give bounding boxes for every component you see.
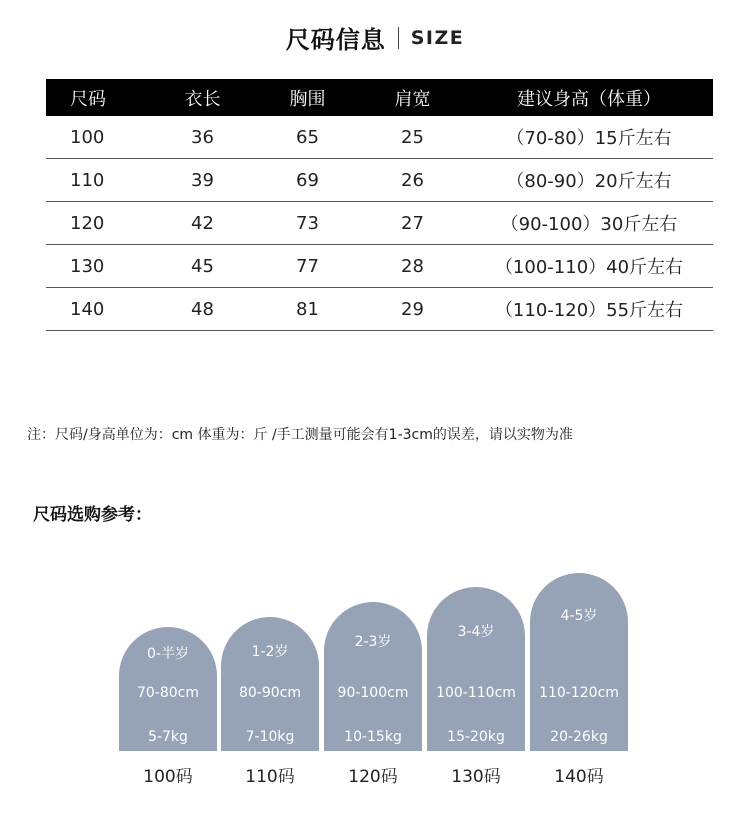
cell-recommended: （80-90）20斤左右 <box>465 159 713 202</box>
cell-shoulder: 28 <box>360 245 465 288</box>
cell-size: 100 <box>46 116 150 159</box>
cell-size: 110 <box>46 159 150 202</box>
header-shoulder: 肩宽 <box>360 79 465 116</box>
arch-age: 1-2岁 <box>251 644 289 660</box>
arch-card <box>221 617 319 751</box>
cell-shoulder: 29 <box>360 288 465 331</box>
cell-recommended: （70-80）15斤左右 <box>465 116 713 159</box>
cell-recommended: （100-110）40斤左右 <box>465 245 713 288</box>
measurement-note: 注：尺码/身高单位为：cm 体重为：斤 /手工测量可能会有1-3cm的误差，请以实物为准 <box>27 427 573 443</box>
cell-shoulder: 26 <box>360 159 465 202</box>
header-length: 衣长 <box>150 79 255 116</box>
arch-card <box>119 627 217 751</box>
arch-size-label: 120码 <box>348 767 398 787</box>
arch-height: 80-90cm <box>238 685 301 701</box>
arch-height: 110-120cm <box>539 685 619 701</box>
arch-size-label: 110码 <box>245 767 295 787</box>
cell-shoulder: 27 <box>360 202 465 245</box>
arch-weight: 20-26kg <box>550 729 608 745</box>
cell-shoulder: 25 <box>360 116 465 159</box>
reference-title: 尺码选购参考： <box>33 505 152 525</box>
arch-height: 100-110cm <box>436 685 516 701</box>
arch-card <box>530 573 628 751</box>
arch-height: 70-80cm <box>136 685 199 701</box>
cell-length: 42 <box>150 202 255 245</box>
arch-weight: 10-15kg <box>344 729 402 745</box>
cell-length: 48 <box>150 288 255 331</box>
arch-age: 3-4岁 <box>457 624 495 640</box>
arch-size-label: 140码 <box>554 767 604 787</box>
arch-card <box>324 602 422 751</box>
cell-size: 120 <box>46 202 150 245</box>
page-title: 尺码信息 <box>285 26 386 54</box>
cell-chest: 69 <box>255 159 360 202</box>
cell-size: 130 <box>46 245 150 288</box>
arch-weight: 7-10kg <box>245 729 295 745</box>
header-recommended: 建议身高（体重） <box>465 79 713 116</box>
arch-age: 0-半岁 <box>147 646 189 662</box>
cell-chest: 77 <box>255 245 360 288</box>
cell-recommended: （110-120）55斤左右 <box>465 288 713 331</box>
arch-height: 90-100cm <box>337 685 409 701</box>
cell-chest: 65 <box>255 116 360 159</box>
arch-size-label: 100码 <box>143 767 193 787</box>
cell-length: 36 <box>150 116 255 159</box>
cell-length: 39 <box>150 159 255 202</box>
cell-chest: 73 <box>255 202 360 245</box>
arch-age: 4-5岁 <box>560 608 598 624</box>
header-size: 尺码 <box>46 79 150 116</box>
cell-chest: 81 <box>255 288 360 331</box>
page-subtitle: SIZE <box>410 26 465 49</box>
arch-weight: 5-7kg <box>148 729 188 745</box>
arch-card <box>427 587 525 751</box>
arch-size-label: 130码 <box>451 767 501 787</box>
cell-recommended: （90-100）30斤左右 <box>465 202 713 245</box>
arch-weight: 15-20kg <box>447 729 505 745</box>
arch-age: 2-3岁 <box>354 634 392 650</box>
cell-length: 45 <box>150 245 255 288</box>
header-chest: 胸围 <box>255 79 360 116</box>
cell-size: 140 <box>46 288 150 331</box>
